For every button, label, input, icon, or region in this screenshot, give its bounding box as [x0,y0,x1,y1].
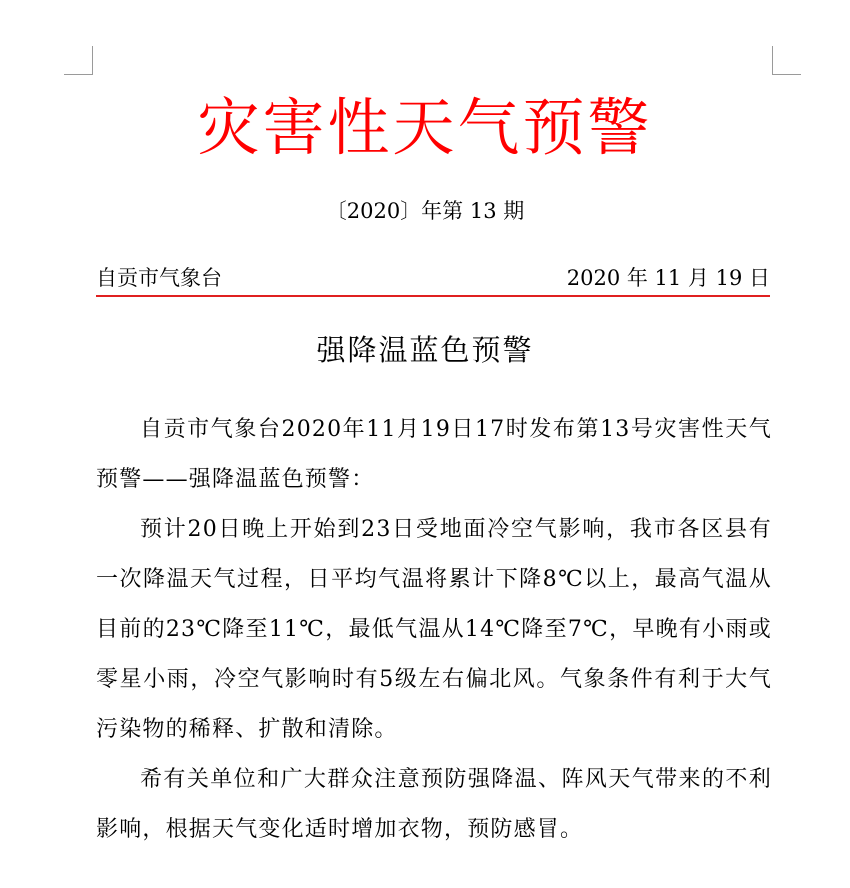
warning-body [96,405,772,855]
crop-mark-top-left [64,46,93,75]
issue-date: 2020 年 11 月 19 日 [566,266,770,290]
paragraph-advice: 希有关单位和广大群众注意预防强降温、阵风天气带来的不利影响，根据天气变化适时增加衣物，预防感冒。 [96,767,772,842]
issue-number: 〔2020〕年第 13 期 [325,199,525,223]
red-divider [96,295,770,297]
paragraph-intro: 自贡市气象台2020年11月19日17时发布第13号灾害性天气预警——强降温蓝色预警： [96,417,772,492]
masthead-title: 灾害性天气预警 [197,91,653,164]
crop-mark-top-right [772,46,801,75]
paragraph-forecast: 预计20日晚上开始到23日受地面冷空气影响，我市各区县有一次降温天气过程，日平均气温将累计下降8℃以上，最高气温从目前的23℃降至11℃，最低气温从14℃降至7℃，早晚有小雨或零星小雨，冷空气影响时有5级左右偏北风。气象条件有利于大气污染物的稀释、扩散和清除。 [96,517,772,742]
issuer-name: 自贡市气象台 [96,266,222,290]
issuer-date-row [96,258,770,294]
warning-title: 强降温蓝色预警 [316,333,534,367]
